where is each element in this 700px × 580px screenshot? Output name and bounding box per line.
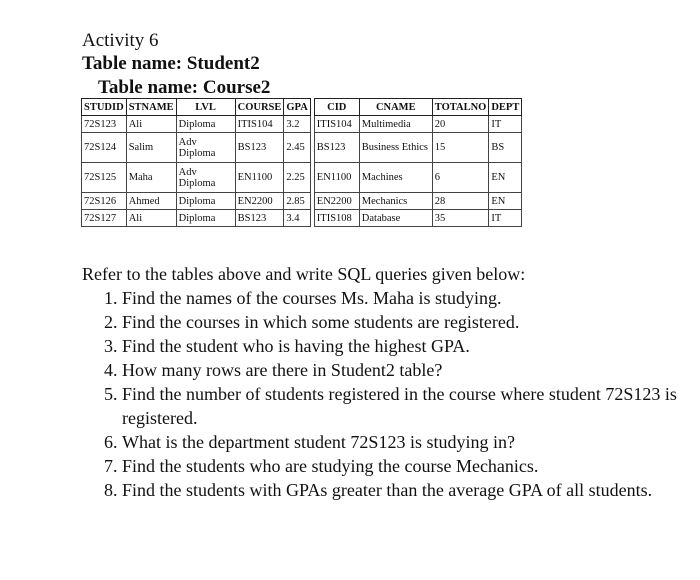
student-table-title: Table name: Student2 [82,53,260,74]
course-table-title: Table name: Course2 [98,77,271,98]
table-cell: Mechanics [359,193,432,210]
table-cell: EN [489,163,522,193]
table-cell: 72S127 [82,210,127,227]
student-header-studid: STUDID [82,99,127,116]
table-cell: 72S126 [82,193,127,210]
table-cell: 72S123 [82,116,127,133]
query-item: 7. Find the students who are studying the course Mechanics. [122,454,682,478]
queries-intro: Refer to the tables above and write SQL queries given below: [82,264,526,284]
table-cell: Diploma [176,210,235,227]
table-cell: Ahmed [126,193,176,210]
table-row [314,193,522,210]
queries-list [82,286,682,502]
table-row [82,116,311,133]
table-cell: ITIS108 [314,210,359,227]
table-cell: 3.4 [284,210,310,227]
table-row [82,163,311,193]
table-cell: 72S124 [82,133,127,163]
table-cell: BS [489,133,522,163]
table-cell: Database [359,210,432,227]
table-cell: Adv Diploma [176,133,235,163]
table-cell: IT [489,210,522,227]
table-cell: 35 [432,210,489,227]
student-header-gpa: GPA [284,99,310,116]
table-cell: EN1100 [235,163,284,193]
student-table-header-row [82,99,311,116]
course-table-header-row [314,99,522,116]
table-row [82,133,311,163]
tables-area [81,98,522,227]
table-cell: ITIS104 [235,116,284,133]
table-cell: BS123 [314,133,359,163]
table-cell: 20 [432,116,489,133]
course-table [314,98,523,227]
query-item: 6. What is the department student 72S123 is studying in? [122,430,682,454]
table-cell: Diploma [176,116,235,133]
course-header-totalno: TOTALNO [432,99,489,116]
table-cell: 28 [432,193,489,210]
table-cell: EN2200 [235,193,284,210]
query-item: 8. Find the students with GPAs greater than the average GPA of all students. [122,478,682,502]
table-cell: EN2200 [314,193,359,210]
table-row [314,133,522,163]
activity-title: Activity 6 [82,30,159,51]
queries-section [82,262,682,502]
query-item: 2. Find the courses in which some students are registered. [122,310,682,334]
student-header-lvl: LVL [176,99,235,116]
table-cell: Multimedia [359,116,432,133]
table-cell: Diploma [176,193,235,210]
query-item: 4. How many rows are there in Student2 table? [122,358,682,382]
table-cell: EN1100 [314,163,359,193]
table-cell: 2.45 [284,133,310,163]
table-cell: Business Ethics [359,133,432,163]
table-cell: IT [489,116,522,133]
course-header-cname: CNAME [359,99,432,116]
table-row [314,163,522,193]
table-cell: Ali [126,116,176,133]
table-cell: 2.25 [284,163,310,193]
course-header-dept: DEPT [489,99,522,116]
table-cell: Machines [359,163,432,193]
table-cell: EN [489,193,522,210]
table-cell: 15 [432,133,489,163]
table-cell: Adv Diploma [176,163,235,193]
table-cell: Ali [126,210,176,227]
query-item: 5. Find the number of students registered in the course where student 72S123 is registered. [122,382,682,430]
table-row [82,210,311,227]
table-cell: Maha [126,163,176,193]
table-row [314,210,522,227]
table-cell: 72S125 [82,163,127,193]
table-row [314,116,522,133]
student-header-stname: STNAME [126,99,176,116]
table-row [82,193,311,210]
table-cell: ITIS104 [314,116,359,133]
table-cell: Salim [126,133,176,163]
table-cell: 6 [432,163,489,193]
student-header-course: COURSE [235,99,284,116]
table-cell: 3.2 [284,116,310,133]
table-cell: BS123 [235,133,284,163]
query-item: 3. Find the student who is having the highest GPA. [122,334,682,358]
student-table [81,98,311,227]
table-cell: 2.85 [284,193,310,210]
table-cell: BS123 [235,210,284,227]
query-item: 1. Find the names of the courses Ms. Maha is studying. [122,286,682,310]
course-header-cid: CID [314,99,359,116]
